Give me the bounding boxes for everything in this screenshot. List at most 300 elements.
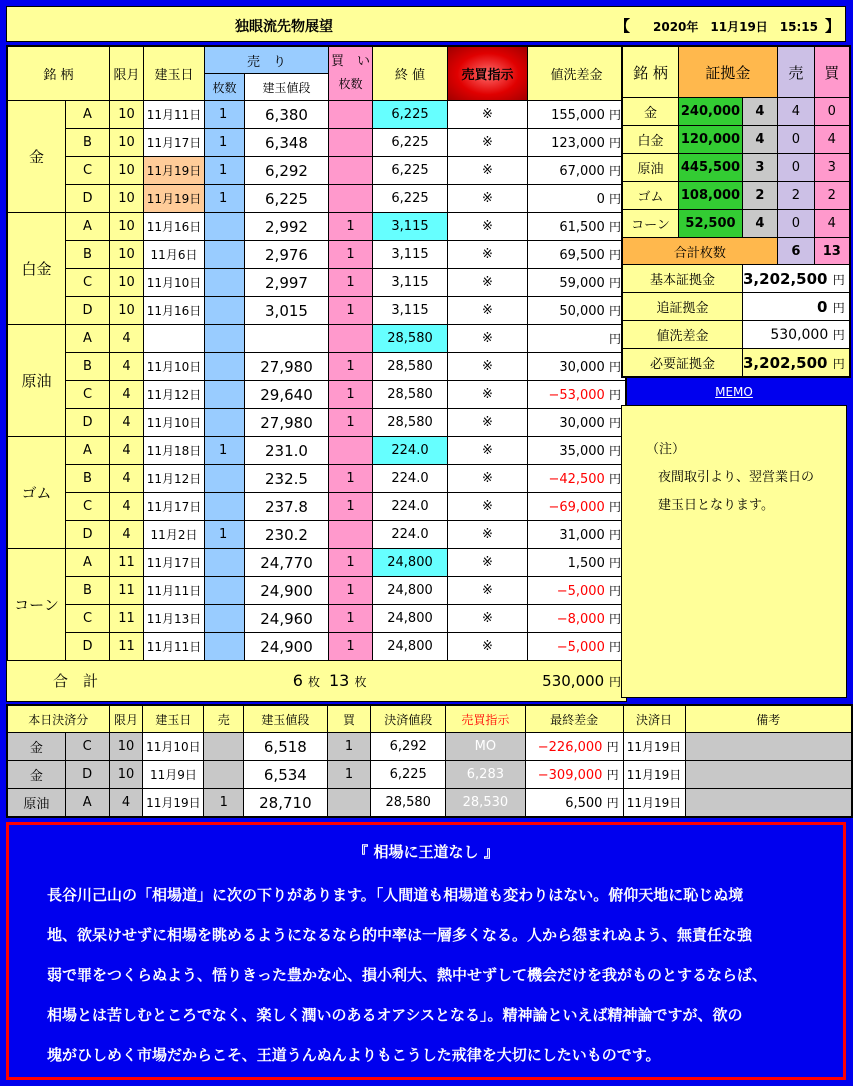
margin-body	[623, 98, 850, 238]
cell-tateday: 11月11日	[144, 101, 205, 129]
settle-final	[525, 761, 623, 789]
col-kai-maisu: 枚数	[338, 77, 363, 91]
cell-sell-count	[205, 577, 245, 605]
cell-buy-count	[329, 157, 373, 185]
cell-owarine: 24,800	[373, 549, 448, 577]
hitsuyo-label: 必要証拠金	[623, 349, 743, 377]
cell-gengetsu: 4	[110, 325, 144, 353]
cell-baibai[interactable]: ※	[448, 381, 528, 409]
cell-kubun: A	[66, 325, 110, 353]
cell-buy-count: 1	[329, 241, 373, 269]
cell-tatene: 3,015	[245, 297, 329, 325]
memo-line1: 夜間取引より、翌営業日の	[658, 470, 815, 485]
settle-col-3: 建玉日	[143, 706, 204, 733]
cell-sell-count	[205, 633, 245, 661]
cell-sell-count	[205, 353, 245, 381]
cell-tateday: 11月18日	[144, 437, 205, 465]
yen-unit: 円	[608, 248, 621, 262]
settle-panel	[6, 704, 853, 818]
cell-kubun: B	[66, 353, 110, 381]
settle-final-amount: −226,000	[537, 740, 603, 755]
cell-baibai[interactable]: ※	[448, 521, 528, 549]
cell-tateday: 11月19日	[144, 157, 205, 185]
cell-gengetsu: 4	[110, 437, 144, 465]
settle-name: 金	[8, 733, 66, 761]
cell-baibai[interactable]: ※	[448, 633, 528, 661]
yen-unit: 円	[608, 192, 621, 206]
cell-kubun: D	[66, 409, 110, 437]
margin-sell: 0	[777, 126, 814, 154]
nearai-amount: 30,000	[559, 416, 605, 431]
margin-row	[623, 126, 850, 154]
cell-baibai[interactable]: ※	[448, 185, 528, 213]
settle-final-amount: −309,000	[537, 768, 603, 783]
cell-gengetsu: 10	[110, 185, 144, 213]
memo-link[interactable]: MEMO	[715, 385, 753, 399]
margin-row	[623, 154, 850, 182]
cell-tatene: 24,900	[245, 577, 329, 605]
kihon-value	[743, 265, 850, 293]
margin-sell: 4	[777, 98, 814, 126]
settle-col-4: 売	[204, 706, 244, 733]
cell-sell-count	[205, 297, 245, 325]
group-name: 原油	[8, 325, 66, 437]
cell-owarine: 224.0	[373, 465, 448, 493]
cell-gengetsu: 10	[110, 129, 144, 157]
yen-unit: 円	[608, 640, 621, 654]
cell-nearai	[528, 353, 626, 381]
cell-owarine: 24,800	[373, 577, 448, 605]
cell-tatene: 6,225	[245, 185, 329, 213]
cell-tatene: 27,980	[245, 353, 329, 381]
essay-line: 相場とは苦しむところでなく、楽しく潤いのあるオアシスとなる」。精神論といえば精神論ですが、欲の	[47, 1006, 743, 1024]
settle-kubun: C	[65, 733, 109, 761]
nearai-amount: −5,000	[556, 640, 605, 655]
cell-kubun: A	[66, 437, 110, 465]
kihon-label: 基本証拠金	[623, 265, 743, 293]
tsuika-amount: 0	[817, 297, 828, 316]
settle-baibai: 6,283	[446, 761, 526, 789]
cell-buy-count: 1	[329, 549, 373, 577]
cell-sell-count	[205, 213, 245, 241]
col-kai	[329, 47, 373, 101]
cell-nearai	[528, 577, 626, 605]
yen-unit: 円	[608, 136, 621, 150]
nearai-amount: 67,000	[559, 164, 605, 179]
cell-gengetsu: 10	[110, 241, 144, 269]
settle-col-7: 決済値段	[371, 706, 446, 733]
cell-tateday: 11月11日	[144, 577, 205, 605]
nearai-amount: 69,500	[559, 248, 605, 263]
cell-owarine: 3,115	[373, 213, 448, 241]
hitsuyo-amount: 3,202,500	[743, 353, 828, 372]
cell-kubun: C	[66, 493, 110, 521]
hitsuyo-value	[743, 349, 850, 377]
nearai-amount: −53,000	[548, 388, 605, 403]
group-name: ゴム	[8, 437, 66, 549]
settle-buy: 1	[327, 761, 371, 789]
settle-tatene: 28,710	[244, 789, 328, 817]
settle-tateday: 11月10日	[143, 733, 204, 761]
settle-baibai: 28,530	[446, 789, 526, 817]
settle-final	[525, 789, 623, 817]
settle-baibai: MO	[446, 733, 526, 761]
cell-tatene: 2,997	[245, 269, 329, 297]
cell-nearai	[528, 549, 626, 577]
cell-tatene: 24,900	[245, 633, 329, 661]
cell-owarine: 28,580	[373, 409, 448, 437]
col-kai-label: 買 い	[330, 54, 370, 69]
cell-nearai	[528, 213, 626, 241]
group-name: 白金	[8, 213, 66, 325]
margin-total-buy: 13	[814, 238, 849, 265]
margin-sell: 2	[777, 182, 814, 210]
table-row	[8, 129, 626, 157]
cell-tatene: 24,960	[245, 605, 329, 633]
cell-owarine: 28,580	[373, 381, 448, 409]
margin-count: 4	[743, 126, 778, 154]
positions-body	[8, 101, 626, 661]
cell-baibai[interactable]: ※	[448, 157, 528, 185]
cell-baibai[interactable]: ※	[448, 297, 528, 325]
memo-line2: 建玉日となります。	[658, 498, 774, 513]
col-gengetsu: 限月	[110, 47, 144, 101]
settle-col-6: 買	[327, 706, 371, 733]
cell-gengetsu: 4	[110, 381, 144, 409]
settle-date: 11月19日	[623, 733, 685, 761]
tsuika-value	[743, 293, 850, 321]
cell-baibai[interactable]: ※	[448, 325, 528, 353]
settle-tateday: 11月19日	[143, 789, 204, 817]
cell-kubun: A	[66, 213, 110, 241]
cell-owarine: 6,225	[373, 185, 448, 213]
margin-buy: 2	[814, 182, 849, 210]
table-row	[8, 549, 626, 577]
cell-gengetsu: 4	[110, 493, 144, 521]
cell-gengetsu: 11	[110, 577, 144, 605]
cell-buy-count	[329, 129, 373, 157]
cell-sell-count	[205, 269, 245, 297]
table-row	[8, 381, 626, 409]
settle-row	[8, 761, 852, 789]
cell-nearai	[528, 325, 626, 353]
nearai-amount: −42,500	[548, 472, 605, 487]
cell-tatene: 2,976	[245, 241, 329, 269]
settle-tatene: 6,518	[244, 733, 328, 761]
cell-nearai	[528, 269, 626, 297]
essay-line: 塊がひしめく市場だからこそ、王道うんぬんよりもこうした戒律を大切にしたいものです。	[47, 1046, 661, 1064]
kihon-amount: 3,202,500	[743, 269, 828, 288]
cell-tateday: 11月17日	[144, 129, 205, 157]
cell-tatene: 29,640	[245, 381, 329, 409]
yen-unit: 円	[608, 500, 621, 514]
cell-nearai	[528, 129, 626, 157]
cell-sell-count	[205, 325, 245, 353]
cell-nearai	[528, 101, 626, 129]
cell-buy-count: 1	[329, 353, 373, 381]
settle-body	[8, 733, 852, 817]
memo-header[interactable]	[621, 381, 847, 401]
margin-name: 金	[623, 98, 679, 126]
cell-baibai[interactable]: ※	[448, 269, 528, 297]
margin-count: 2	[743, 182, 778, 210]
essay-line: 弱で罪をつくらぬよう、悟りきった豊かな心、損小利大、熱中せずして機会だけを我がものとするならば、	[47, 966, 768, 984]
table-row	[8, 493, 626, 521]
table-row	[8, 269, 626, 297]
essay-line: 長谷川己山の「相場道」に次の下りがあります。「人間道も相場道も変わりはない。俯仰天地に恥じぬ境	[47, 886, 744, 904]
cell-sell-count: 1	[205, 157, 245, 185]
nearai-amount: 61,500	[559, 220, 605, 235]
table-row	[8, 297, 626, 325]
settle-table	[7, 705, 852, 817]
total-value	[448, 661, 626, 701]
cell-owarine: 6,225	[373, 101, 448, 129]
cell-tatene: 6,348	[245, 129, 329, 157]
cell-nearai	[528, 297, 626, 325]
cell-owarine: 28,580	[373, 325, 448, 353]
cell-owarine: 3,115	[373, 297, 448, 325]
cell-tatene: 24,770	[245, 549, 329, 577]
cell-gengetsu: 10	[110, 297, 144, 325]
table-row	[8, 157, 626, 185]
cell-sell-count	[205, 409, 245, 437]
cell-owarine: 6,225	[373, 129, 448, 157]
settle-note	[685, 789, 852, 817]
cell-nearai	[528, 605, 626, 633]
cell-baibai[interactable]: ※	[448, 353, 528, 381]
yen-unit: 円	[608, 444, 621, 458]
margin-total-label: 合計枚数	[623, 238, 778, 265]
cell-nearai	[528, 409, 626, 437]
cell-baibai[interactable]: ※	[448, 409, 528, 437]
cell-kubun: C	[66, 157, 110, 185]
positions-panel	[6, 45, 627, 702]
yen-unit: 円	[608, 276, 621, 290]
cell-kubun: B	[66, 577, 110, 605]
cell-tateday: 11月10日	[144, 409, 205, 437]
cell-buy-count: 1	[329, 577, 373, 605]
cell-sell-count: 1	[205, 437, 245, 465]
margin-total-sell: 6	[777, 238, 814, 265]
cell-tatene	[245, 325, 329, 353]
table-row	[8, 633, 626, 661]
margin-col-meigara: 銘 柄	[623, 47, 679, 98]
margin-sell: 0	[777, 210, 814, 238]
settle-gengetsu: 10	[109, 733, 143, 761]
settle-price: 28,580	[371, 789, 446, 817]
table-row	[8, 577, 626, 605]
cell-kubun: B	[66, 129, 110, 157]
cell-buy-count: 1	[329, 493, 373, 521]
cell-nearai	[528, 437, 626, 465]
nearai-amount: −5,000	[556, 584, 605, 599]
settle-col-9: 最終差金	[525, 706, 623, 733]
margin-sell: 0	[777, 154, 814, 182]
cell-tateday: 11月17日	[144, 493, 205, 521]
cell-sell-count	[205, 241, 245, 269]
margin-buy: 0	[814, 98, 849, 126]
cell-owarine: 3,115	[373, 241, 448, 269]
margin-count: 3	[743, 154, 778, 182]
settle-sell	[204, 761, 244, 789]
yen-unit: 円	[608, 612, 621, 626]
margin-col-shoko: 証拠金	[679, 47, 778, 98]
cell-owarine: 24,800	[373, 605, 448, 633]
cell-owarine: 6,225	[373, 157, 448, 185]
nearai-amount: 50,000	[559, 304, 605, 319]
col-nearai: 値洗差金	[528, 47, 626, 101]
cell-tateday: 11月13日	[144, 605, 205, 633]
nearai-amount: 155,000	[551, 108, 605, 123]
cell-owarine: 3,115	[373, 269, 448, 297]
cell-tatene: 2,992	[245, 213, 329, 241]
margin-amount: 120,000	[679, 126, 743, 154]
margin-amount: 108,000	[679, 182, 743, 210]
cell-tatene: 237.8	[245, 493, 329, 521]
margin-name: ゴム	[623, 182, 679, 210]
margin-buy: 3	[814, 154, 849, 182]
cell-owarine: 224.0	[373, 521, 448, 549]
total-buy-unit: 枚	[354, 675, 367, 689]
cell-sell-count: 1	[205, 129, 245, 157]
cell-buy-count: 1	[329, 213, 373, 241]
settle-col-2: 限月	[109, 706, 143, 733]
settle-buy	[327, 789, 371, 817]
settle-kubun: D	[65, 761, 109, 789]
margin-amount: 445,500	[679, 154, 743, 182]
margin-name: コーン	[623, 210, 679, 238]
cell-tatene: 231.0	[245, 437, 329, 465]
table-row	[8, 605, 626, 633]
cell-baibai[interactable]: ※	[448, 101, 528, 129]
cell-baibai[interactable]: ※	[448, 129, 528, 157]
yen-unit: 円	[606, 740, 619, 754]
cell-gengetsu: 10	[110, 101, 144, 129]
table-row	[8, 521, 626, 549]
yen-unit: 円	[606, 796, 619, 810]
col-uri-maisu: 枚数	[205, 74, 245, 101]
settle-name: 原油	[8, 789, 66, 817]
cell-baibai[interactable]: ※	[448, 465, 528, 493]
cell-owarine: 24,800	[373, 633, 448, 661]
cell-tateday: 11月16日	[144, 213, 205, 241]
col-meigara: 銘 柄	[8, 47, 110, 101]
col-tateday: 建玉日	[144, 47, 205, 101]
cell-nearai	[528, 465, 626, 493]
margin-row	[623, 210, 850, 238]
essay-line: 地、欲呆けせずに相場を眺めるようになるなら的中率は一層多くなる。人から怨まれぬよう、無責任な強	[47, 926, 753, 944]
cell-baibai[interactable]: ※	[448, 241, 528, 269]
col-uri: 売 り	[205, 47, 329, 74]
cell-baibai[interactable]: ※	[448, 213, 528, 241]
settle-kubun: A	[65, 789, 109, 817]
cell-buy-count	[329, 325, 373, 353]
cell-baibai[interactable]: ※	[448, 549, 528, 577]
yen-unit: 円	[608, 584, 621, 598]
cell-tateday: 11月12日	[144, 465, 205, 493]
margin-name: 原油	[623, 154, 679, 182]
settle-name: 金	[8, 761, 66, 789]
yen-unit: 円	[608, 556, 621, 570]
cell-gengetsu: 11	[110, 633, 144, 661]
nearai-amount: 30,000	[559, 360, 605, 375]
group-name: コーン	[8, 549, 66, 661]
cell-baibai[interactable]: ※	[448, 493, 528, 521]
table-row	[8, 437, 626, 465]
table-row	[8, 213, 626, 241]
cell-tateday: 11月12日	[144, 381, 205, 409]
nearai-amount: 0	[596, 192, 605, 207]
settle-row	[8, 733, 852, 761]
nearai-amount: 35,000	[559, 444, 605, 459]
cell-sell-count	[205, 605, 245, 633]
margin-name: 白金	[623, 126, 679, 154]
cell-tatene: 6,380	[245, 101, 329, 129]
cell-kubun: D	[66, 521, 110, 549]
cell-buy-count: 1	[329, 381, 373, 409]
yen-unit: 円	[608, 360, 621, 374]
cell-kubun: D	[66, 633, 110, 661]
margin-col-kai: 買	[814, 47, 849, 98]
settle-note	[685, 761, 852, 789]
cell-tateday: 11月10日	[144, 353, 205, 381]
total-value-amount: 530,000	[542, 671, 605, 690]
table-row	[8, 465, 626, 493]
cell-sell-count: 1	[205, 101, 245, 129]
cell-gengetsu: 11	[110, 605, 144, 633]
cell-kubun: B	[66, 465, 110, 493]
settle-price: 6,292	[371, 733, 446, 761]
datetime: 2020年 11月19日 15:15	[653, 20, 818, 34]
margin-col-uri: 売	[777, 47, 814, 98]
settle-final	[525, 733, 623, 761]
margin-row	[623, 98, 850, 126]
cell-sell-count	[205, 493, 245, 521]
cell-sell-count: 1	[205, 185, 245, 213]
nearai-amount: 31,000	[559, 528, 605, 543]
margin-amount: 240,000	[679, 98, 743, 126]
cell-owarine: 224.0	[373, 437, 448, 465]
cell-gengetsu: 11	[110, 549, 144, 577]
positions-table	[7, 46, 626, 701]
nearai-amount: 530,000	[770, 327, 829, 343]
cell-baibai[interactable]: ※	[448, 437, 528, 465]
cell-tatene: 230.2	[245, 521, 329, 549]
settle-tateday: 11月9日	[143, 761, 204, 789]
cell-baibai[interactable]: ※	[448, 605, 528, 633]
cell-buy-count: 1	[329, 297, 373, 325]
cell-owarine: 28,580	[373, 353, 448, 381]
table-row	[8, 325, 626, 353]
hitsuyo-unit: 円	[832, 356, 845, 371]
settle-col-1: 本日決済分	[8, 706, 110, 733]
table-row	[8, 409, 626, 437]
margin-count: 4	[743, 210, 778, 238]
settle-date: 11月19日	[623, 761, 685, 789]
col-tatene: 建玉値段	[245, 74, 329, 101]
margin-row	[623, 182, 850, 210]
total-sell-count: 6	[292, 671, 303, 690]
cell-nearai	[528, 241, 626, 269]
essay-body	[47, 883, 827, 1083]
table-row	[8, 241, 626, 269]
cell-buy-count	[329, 437, 373, 465]
cell-baibai[interactable]: ※	[448, 577, 528, 605]
cell-gengetsu: 4	[110, 409, 144, 437]
table-row	[8, 353, 626, 381]
cell-tateday: 11月2日	[144, 521, 205, 549]
cell-gengetsu: 10	[110, 213, 144, 241]
